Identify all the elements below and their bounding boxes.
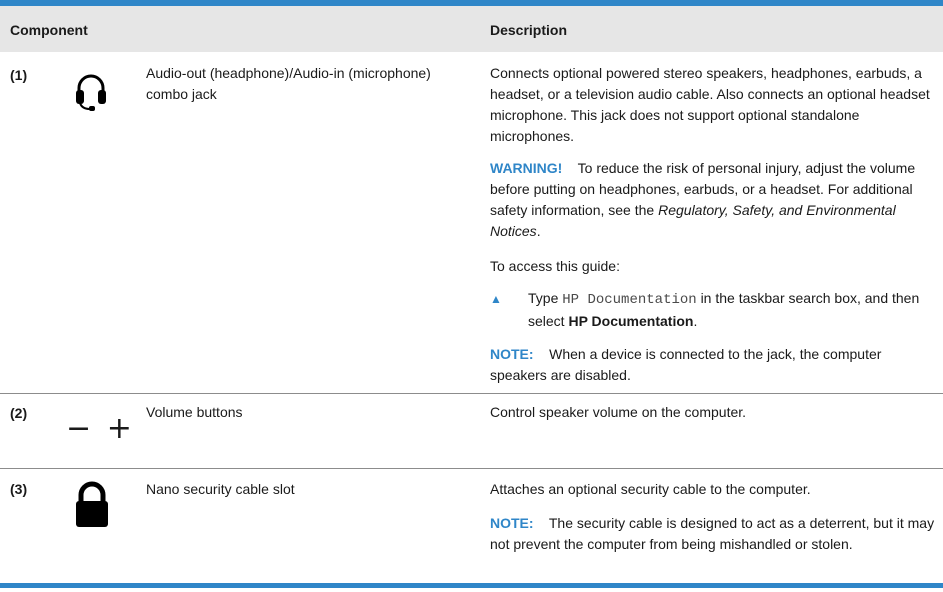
warning-end: . [536, 223, 541, 239]
component-name: Nano security cable slot [146, 481, 295, 497]
step-middle: in the taskbar search box, and then select [528, 290, 920, 329]
step-end: . [693, 313, 698, 329]
volume-minus-plus-icon [66, 411, 132, 446]
warning-document-title: Regulatory, Safety, and Environmental Notices [490, 202, 896, 239]
row-divider [0, 468, 943, 469]
component-description: Control speaker volume on the computer. [490, 404, 747, 420]
access-step [528, 288, 928, 332]
table-bottom-rule [0, 583, 943, 588]
note-block [490, 513, 935, 555]
row-number: (2) [10, 405, 28, 421]
plus-icon: + [106, 411, 132, 446]
component-description: Attaches an optional security cable to the computer. [490, 481, 811, 497]
warning-label: WARNING! [490, 160, 563, 176]
note-text: When a device is connected to the jack, the computer speakers are disabled. [490, 346, 882, 383]
step-prefix: Type [528, 290, 559, 306]
note-block [490, 344, 935, 386]
row-number: (1) [10, 67, 28, 83]
lock-icon [72, 481, 112, 529]
access-intro: To access this guide: [490, 258, 620, 274]
step-app-name: HP Documentation [568, 313, 694, 329]
warning-block [490, 158, 935, 242]
description-text: Connects optional powered stereo speakers, headphones, earbuds, a headset, or a television audio cable. Also connects an optional headset microphone. This jack does not support optional standalone microphones. [490, 65, 930, 144]
component-name: Volume buttons [146, 404, 243, 420]
header-description: Description [490, 22, 568, 38]
row-number: (3) [10, 481, 28, 497]
header-component: Component [10, 22, 88, 38]
note-label: NOTE: [490, 515, 534, 531]
minus-icon: − [66, 411, 92, 446]
row-divider [0, 393, 943, 394]
bullet-triangle-icon: ▲ [490, 292, 502, 306]
note-text: The security cable is designed to act as a deterrent, but it may not prevent the computer from being mishandled or stolen. [490, 515, 935, 552]
warning-text: To reduce the risk of personal injury, adjust the volume before putting on headphones, earbuds, or a headset. For additional safety information, see the [490, 160, 916, 218]
note-label: NOTE: [490, 346, 534, 362]
step-search-term: HP Documentation [562, 292, 697, 308]
component-name: Audio-out (headphone)/Audio-in (microphone) combo jack [146, 65, 431, 102]
table-header [0, 6, 943, 52]
headset-icon [74, 72, 108, 112]
component-description [490, 63, 935, 147]
